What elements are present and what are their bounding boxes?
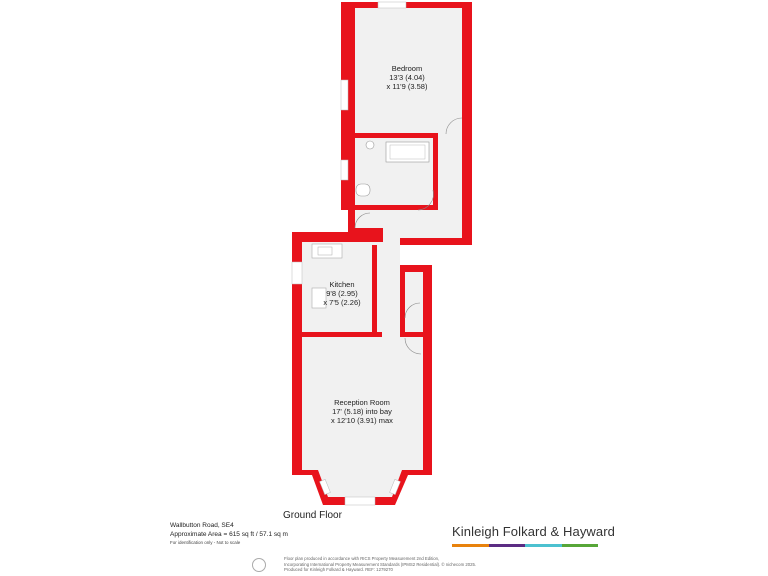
- stripe-orange: [452, 544, 489, 547]
- window-bay-front: [345, 497, 375, 505]
- window-bedroom-top: [378, 2, 406, 8]
- property-note: For identification only - Not to scale: [170, 540, 241, 545]
- stripe-green: [562, 544, 599, 547]
- wall-bathroom-right: [433, 138, 438, 210]
- kitchen-worktop: [312, 244, 342, 258]
- stripe-purple: [489, 544, 526, 547]
- wall-store-bottom: [400, 332, 423, 337]
- reception-dim-1: 17' (5.18) into bay: [332, 407, 392, 416]
- floor-upper-block: [348, 8, 462, 238]
- stripe-cyan: [525, 544, 562, 547]
- wall-bedroom-partition: [348, 133, 438, 138]
- kitchen-label: [302, 280, 382, 307]
- disclaimer-line-3: Produced for Kinleigh Folkard & Hayward. REF: 1279270: [284, 567, 393, 573]
- bedroom-label: [366, 64, 448, 91]
- property-info: [170, 521, 288, 547]
- brand-logo-text: Kinleigh Folkard & Hayward: [452, 524, 616, 539]
- reception-dim-2: x 12'10 (3.91) max: [331, 416, 393, 425]
- window-bedroom-left: [341, 80, 348, 110]
- wall-kitchen-partition: [302, 332, 382, 337]
- kitchen-dim-2: x 7'5 (2.26): [323, 298, 361, 307]
- disclaimer-line-1: Floor plan produced in accordance with RICS Property Measurement 2nd Edition,: [284, 556, 440, 561]
- reception-name: Reception Room: [334, 398, 390, 407]
- kitchen-dim-1: 9'8 (2.95): [326, 289, 358, 298]
- toilet: [356, 184, 370, 196]
- property-address: Wallbutton Road, SE4: [170, 522, 234, 529]
- property-area: Approximate Area = 615 sq ft / 57.1 sq m: [170, 531, 288, 538]
- window-kitchen: [292, 262, 302, 284]
- brand-color-stripe: [452, 544, 598, 547]
- reception-label: [312, 398, 412, 425]
- bedroom-dim-2: x 11'9 (3.58): [386, 82, 428, 91]
- disclaimer-line-2: Incorporating International Property Measurement Standards (IPMS2 Residential). © nichecom 2025.: [284, 561, 477, 567]
- wall-store-left: [400, 265, 405, 337]
- basin: [366, 141, 374, 149]
- bedroom-dim-1: 13'3 (4.04): [389, 73, 425, 82]
- floor-label: Ground Floor: [283, 510, 342, 521]
- bedroom-name: Bedroom: [391, 64, 423, 73]
- wall-bathroom-bottom: [348, 205, 438, 210]
- disclaimer: [284, 556, 476, 573]
- rics-badge-icon: [252, 558, 266, 572]
- window-bathroom: [341, 160, 348, 180]
- kitchen-name: Kitchen: [329, 280, 355, 289]
